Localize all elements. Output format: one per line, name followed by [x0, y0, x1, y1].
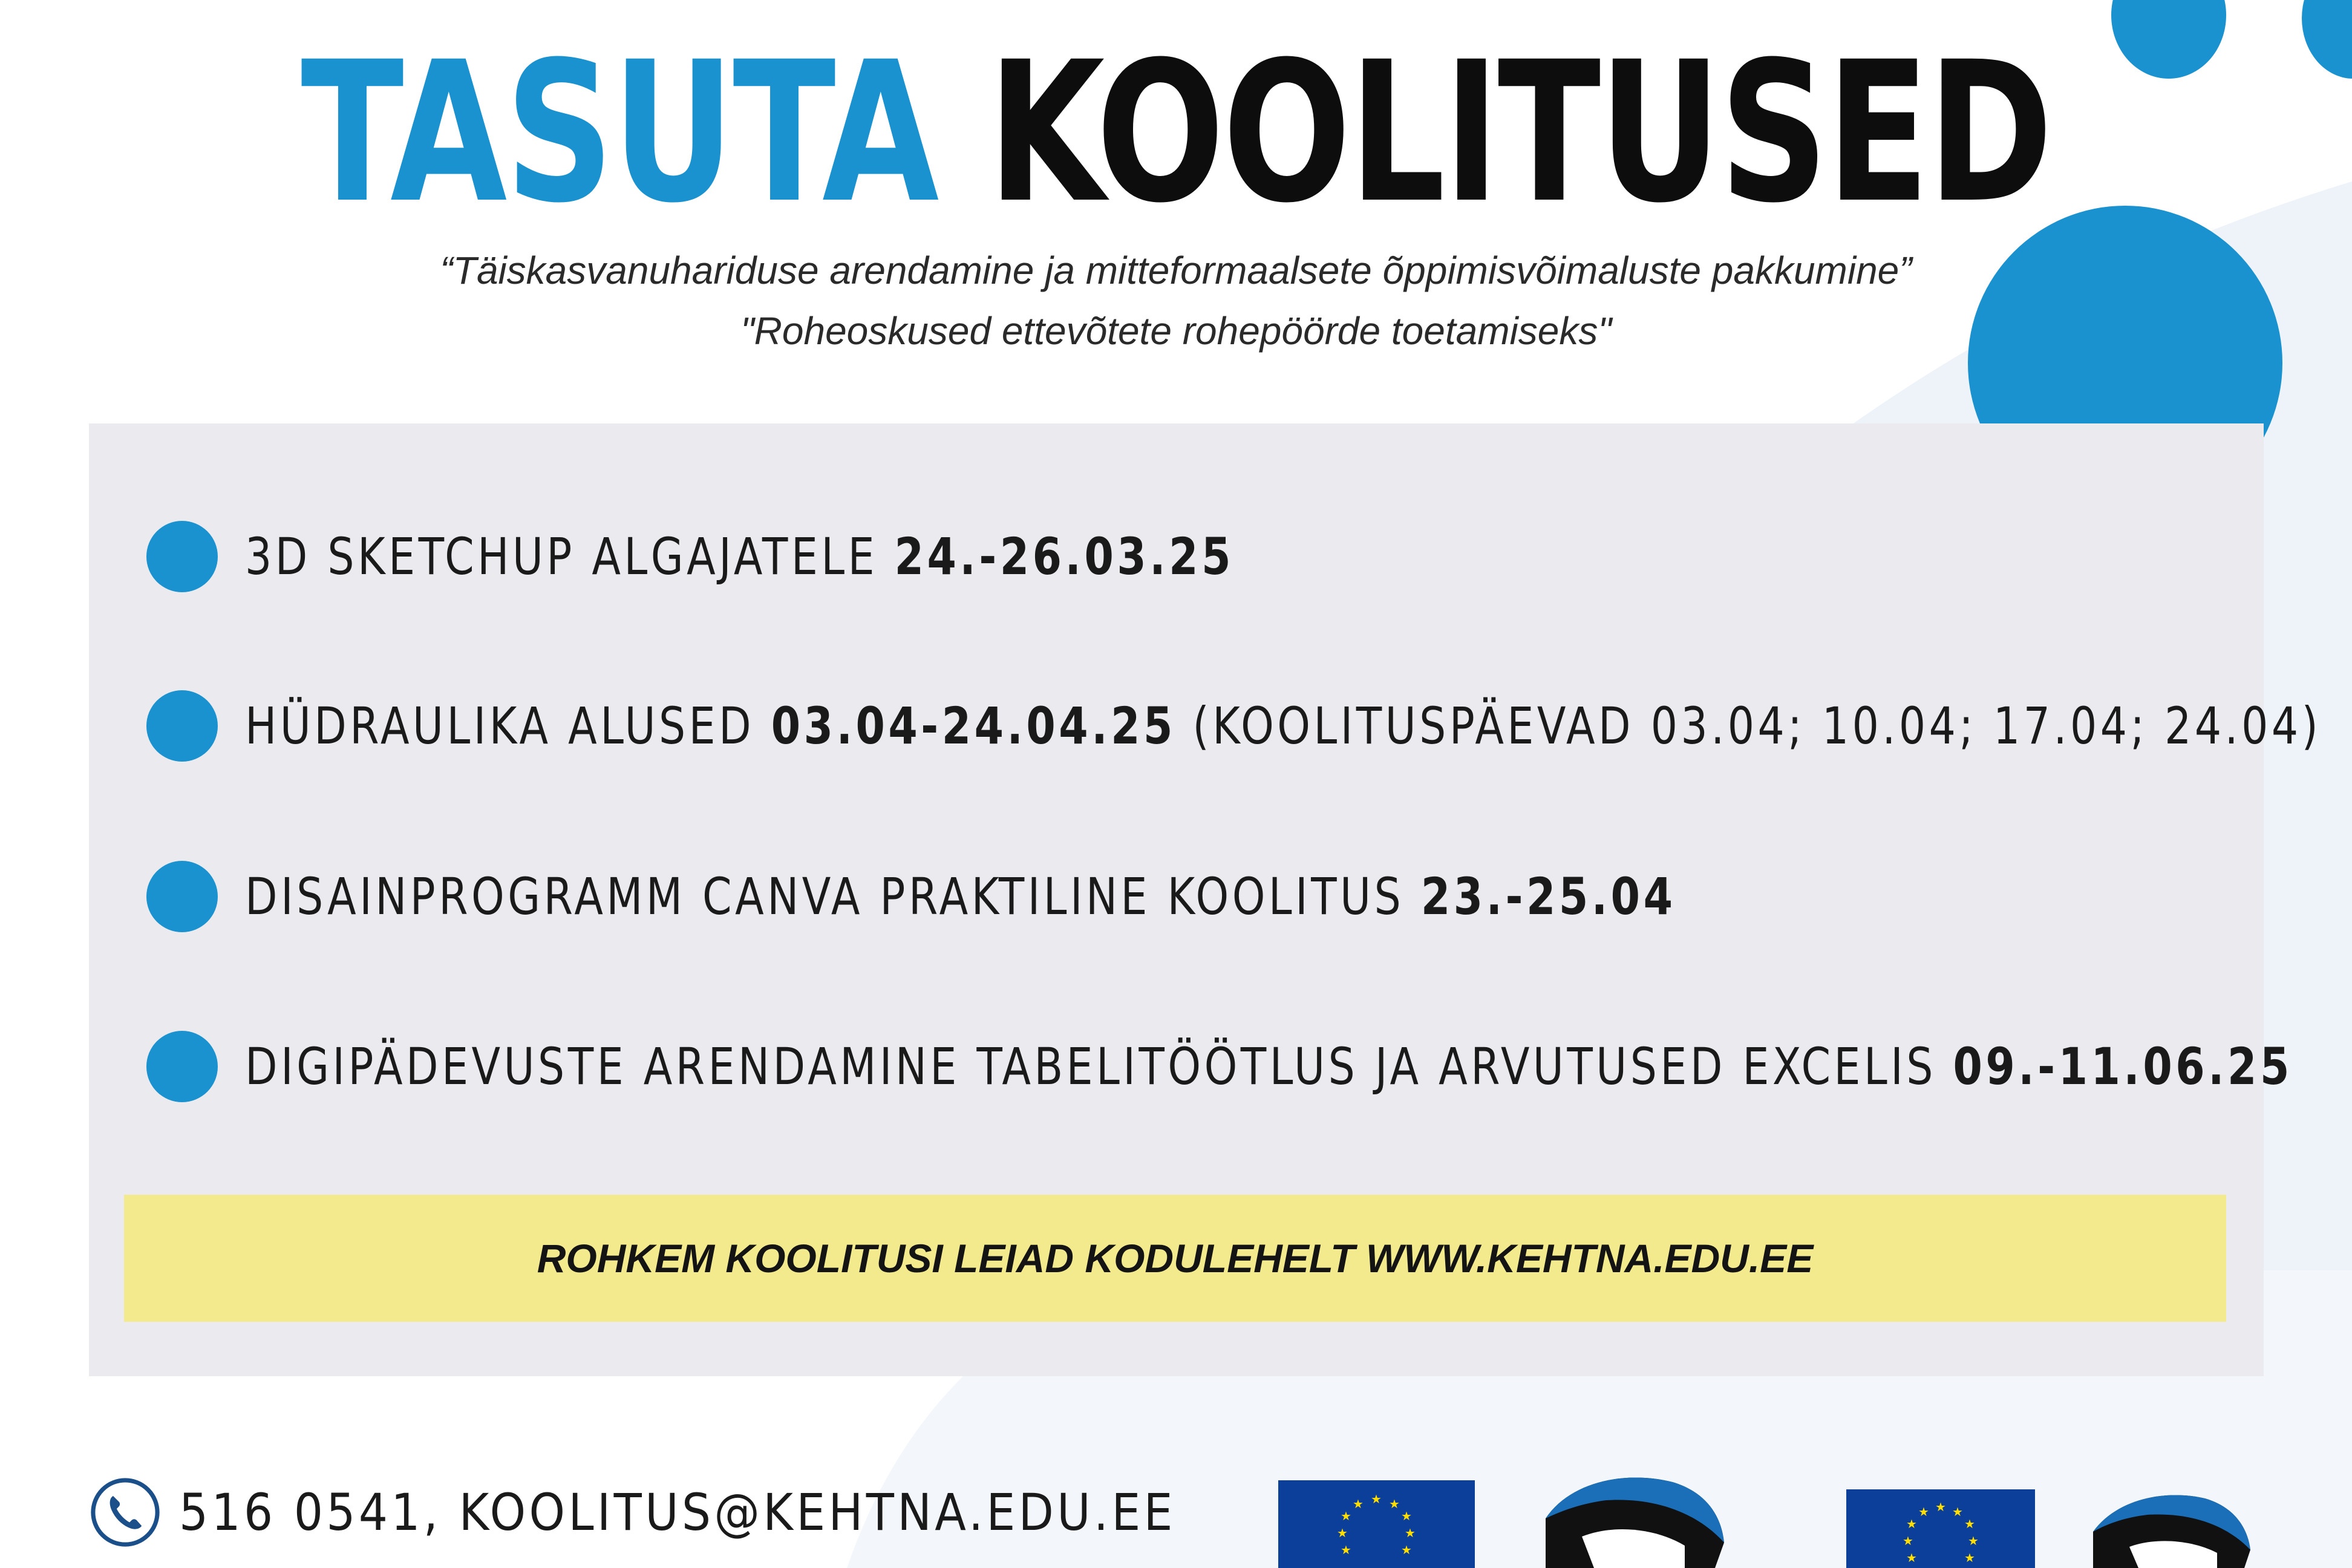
banner-text[interactable]: ROHKEM KOOLITUSI LEIAD KODULEHELT WWW.KEHTNA.EDU.EE [537, 1236, 1814, 1281]
course-dates: 09.-11.06.25 [1953, 1037, 2293, 1096]
contact-text[interactable]: 516 0541, KOOLITUS@KEHTNA.EDU.EE [179, 1483, 1176, 1542]
bullet-icon [146, 690, 218, 762]
svg-text:★: ★ [1968, 1534, 1979, 1548]
website-banner [124, 1195, 2226, 1322]
svg-text:★: ★ [1389, 1497, 1400, 1511]
subtitle-line-1: “Täiskasvanuhariduse arendamine ja mitteformaalsete õppimisvõimaluste pakkumine” [440, 249, 1912, 292]
course-name: DISAINPROGRAMM CANVA PRAKTILINE KOOLITUS [245, 867, 1405, 926]
course-item [146, 857, 1800, 936]
course-name: 3D SKETCHUP ALGAJATELE [245, 527, 878, 586]
bullet-icon [146, 521, 218, 592]
svg-text:★: ★ [1903, 1534, 1913, 1548]
svg-text:★: ★ [1906, 1550, 1917, 1565]
svg-text:★: ★ [1341, 1543, 1351, 1557]
svg-text:★: ★ [1935, 1500, 1946, 1514]
course-dates: 03.04-24.04.25 [771, 696, 1176, 756]
svg-text:★: ★ [1918, 1504, 1929, 1519]
svg-text:★: ★ [1952, 1504, 1963, 1519]
svg-text:★: ★ [1906, 1517, 1917, 1531]
phone-icon [90, 1477, 161, 1548]
svg-text:★: ★ [1371, 1492, 1382, 1506]
svg-text:★: ★ [1964, 1550, 1975, 1565]
course-dates: 24.-26.03.25 [894, 527, 1234, 586]
bullet-icon [146, 1031, 218, 1102]
svg-text:★: ★ [1353, 1497, 1364, 1511]
svg-text:★: ★ [1401, 1509, 1412, 1523]
bullet-icon [146, 861, 218, 932]
estonian-flag-logo [1534, 1470, 1727, 1568]
course-item [146, 517, 1320, 596]
subtitle-line-2: "Roheoskused ettevõtete rohepöörde toetamiseks" [740, 309, 1612, 353]
svg-text:★: ★ [1401, 1543, 1412, 1557]
course-dates: 23.-25.04 [1420, 867, 1676, 926]
page-title [259, 21, 2094, 246]
course-item [146, 1027, 2352, 1106]
svg-text:★: ★ [1337, 1526, 1348, 1540]
svg-text:★: ★ [1341, 1509, 1351, 1523]
svg-text:★: ★ [1964, 1517, 1975, 1531]
svg-text:★: ★ [1405, 1526, 1416, 1540]
course-item [146, 687, 2352, 765]
title-highlight: TASUTA [301, 21, 938, 246]
course-extra: (KOOLITUSPÄEVAD 03.04; 10.04; 17.04; 24.04) [1192, 696, 2322, 756]
contact-line [90, 1476, 1287, 1549]
course-name: DIGIPÄDEVUSTE ARENDAMINE TABELITÖÖTLUS JA ARVUTUSED EXCELIS [245, 1037, 1936, 1096]
eu-flag-logo-2 [1846, 1489, 2035, 1568]
course-name: HÜDRAULIKA ALUSED [245, 696, 755, 756]
estonian-flag-logo-2 [2087, 1489, 2256, 1568]
eu-flag-logo [1278, 1480, 1475, 1568]
course-panel [89, 423, 2322, 1376]
title-rest: KOOLITUSED [987, 21, 2051, 246]
